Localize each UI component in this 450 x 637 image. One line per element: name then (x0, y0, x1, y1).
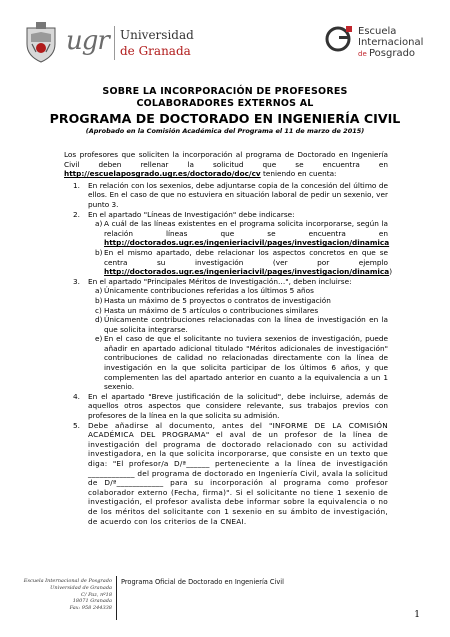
list-item (64, 421, 388, 527)
item-text: En el apartado "Breve justificación de la solicitud", debe incluirse, además de aquellos otros aspectos que considere relevante, sus trabajos previos con profesores de la línea en la que solicita su admisión. (88, 391, 388, 421)
footer-address (20, 578, 112, 612)
footer-address-line: Fax: 958 244338 (69, 605, 112, 612)
title-line2: COLABORADORES EXTERNOS AL (136, 98, 314, 109)
sublist-item (88, 306, 388, 316)
list-item (64, 209, 393, 277)
intro-text-after: teniendo en cuenta: (260, 169, 337, 179)
page-number: 1 (414, 610, 420, 620)
list-item (64, 392, 388, 421)
cv-form-link[interactable]: http://escuelaposgrado.ugr.es/doctorado/doc/cv (64, 169, 261, 179)
page-footer (0, 572, 450, 632)
sub-text: En el caso de que el solicitante no tuviera sexenios de investigación, puede añadir en apartado adicional titulado "Méritos adicionales de investigación" contribuciones de calidad no relacionadas directamente con la línea de investigación en la que solicita participar de los últimos 6 años, y que complementen las del apartado anterior en cuanto a la equivalencia a un 1 sexenio. (104, 334, 388, 392)
sub-text: Hasta un máximo de 5 artículos o contribuciones similares (104, 305, 319, 315)
research-example-link[interactable]: http://doctorados.ugr.es/ingenieriacivil/pages/investigacion/dinamica (104, 267, 390, 277)
sublist-item (88, 219, 388, 248)
sublist-item (88, 247, 393, 277)
sublist-item (88, 334, 388, 392)
list-item (64, 277, 388, 392)
university-name-line2: de Granada (120, 44, 191, 58)
sub-letter: a) (95, 219, 103, 229)
ugr-wordmark: ugr (66, 26, 109, 56)
university-crest-icon (24, 22, 58, 64)
university-name-line1: Universidad (120, 28, 194, 42)
sublist (88, 286, 388, 392)
footer-address-line: Escuela Internacional de Posgrado (23, 578, 112, 584)
ugr-logo (22, 20, 194, 70)
eip-line3-main: Posgrado (368, 48, 416, 59)
title-line1: SOBRE LA INCORPORACIÓN DE PROFESORES (102, 86, 348, 97)
eip-line3 (358, 48, 423, 60)
sub-text: En el mismo apartado, debe relacionar los aspectos concretos en que se centra su investigación (ver por ejemplo (104, 247, 388, 267)
item-number: 3. (73, 276, 80, 286)
sublist-item (88, 315, 388, 334)
footer-address-line: Universidad de Granada (50, 584, 112, 591)
footer-program-name: Programa Oficial de Doctorado en Ingeniería Civil (121, 578, 284, 586)
eip-line1: Escuela (358, 26, 397, 37)
footer-separator (116, 576, 117, 620)
sub-text: Hasta un máximo de 5 proyectos o contratos de investigación (104, 295, 331, 305)
document-body (64, 150, 393, 526)
sub-letter: e) (95, 334, 103, 344)
escuela-posgrado-mark-icon (324, 24, 354, 54)
item-text: En el apartado "Líneas de Investigación" debe indicarse: (88, 209, 295, 219)
sub-letter: a) (95, 286, 103, 296)
item-text: Debe añadirse al documento, antes del "INFORME DE LA COMISIÓN ACADÉMICA DEL PROGRAMA" el aval de un profesor de la línea de investigación del programa de doctorado relacionado con su actividad investigadora, en la que solicita incorporarse, que consiste en un texto que diga: "El profesor/a D/ª______ perteneciente a la línea de investigación ____________ del programa de doctorado en Ingeniería Civil, avala la solicitud de D/ª____________ para su incorporación al programa como profesor colaborador externo (Fecha, firma)". Si el solicitante no tiene 1 sexenio de investigación, el profesor avalista debe informar sobre la equivalencia o no de los méritos del solicitante con 1 sexenio en su ámbito de investigación, de acuerdo con los criterios de la CNEAI. (88, 420, 388, 526)
sub-text: Únicamente contribuciones referidas a los últimos 5 años (104, 286, 314, 296)
logo-separator (114, 26, 115, 60)
item-text: En el apartado "Principales Méritos de Investigación…", deben incluirse: (88, 276, 352, 286)
sub-letter: d) (95, 315, 103, 325)
page-header (22, 20, 432, 70)
list-item (64, 181, 388, 210)
university-name (120, 27, 194, 59)
item-number: 5. (73, 420, 80, 430)
title-program: PROGRAMA DE DOCTORADO EN INGENIERÍA CIVIL (49, 111, 401, 126)
sublist (88, 219, 393, 277)
requirements-list (64, 180, 393, 526)
item-number: 1. (73, 180, 80, 190)
title-approval-note: (Aprobado en la Comisión Académica del Programa el 11 de marzo de 2015) (85, 127, 365, 135)
sub-text: Únicamente contribuciones relacionadas con la línea de investigación en la que solicita integrarse. (104, 315, 388, 334)
footer-address-line: C/ Paz, nº18 (81, 591, 112, 598)
item-text: En relación con los sexenios, debe adjuntarse copia de la concesión del último de ellos. En el caso de que no estuviera en situación laboral de pedir un sexenio, ver punto 3. (88, 180, 388, 209)
sublist-item (88, 286, 388, 296)
item-number: 2. (73, 209, 80, 219)
sublist-item (88, 296, 388, 306)
escuela-posgrado-name (358, 26, 423, 60)
intro-paragraph (64, 150, 388, 179)
sub-text-after: ) (389, 267, 393, 277)
item-number: 4. (73, 391, 80, 401)
escuela-posgrado-logo (324, 24, 434, 68)
sub-letter: b) (95, 295, 103, 305)
document-title-block (40, 86, 410, 136)
footer-address-line: 18071 Granada (72, 598, 112, 605)
eip-line3-prefix: de (358, 50, 369, 58)
eip-line2: Internacional (358, 37, 424, 48)
sub-text: A cuál de las líneas existentes en el programa solicita incorporarse, según la relación líneas que se encuentra en (104, 219, 388, 238)
intro-text: Los profesores que soliciten la incorporación al programa de Doctorado en Ingeniería Civil deben rellenar la solicitud que se encuentra en (64, 150, 388, 169)
sub-letter: c) (95, 305, 102, 315)
research-lines-link[interactable]: http://doctorados.ugr.es/ingenieriacivil/pages/investigacion/dinamica (104, 238, 390, 248)
sub-letter: b) (95, 247, 103, 257)
